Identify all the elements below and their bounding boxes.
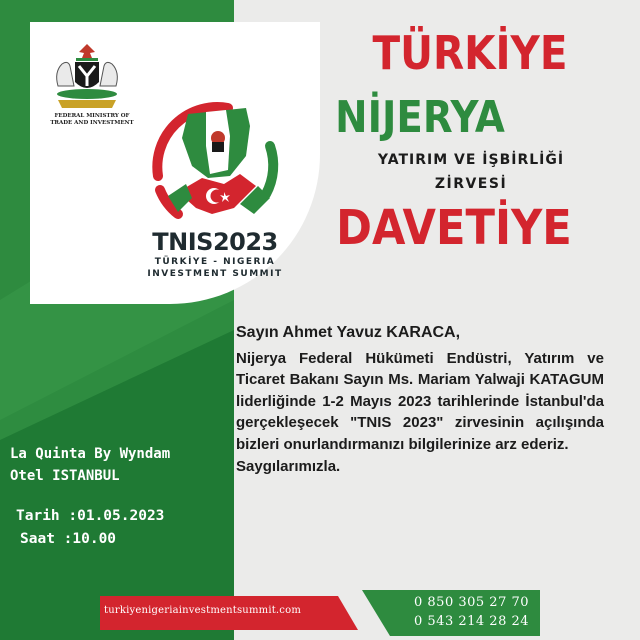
event-venue xyxy=(10,443,230,487)
phone-number-1[interactable]: 0 850 305 27 70 xyxy=(414,595,530,610)
ministry-caption: FEDERAL MINISTRY OF TRADE AND INVESTMENT xyxy=(50,113,134,126)
heading-nijerya: NİJERYA xyxy=(335,92,505,143)
nigeria-coat-of-arms-icon xyxy=(46,42,128,112)
invitation-greeting: Sayın Ahmet Yavuz KARACA, xyxy=(236,324,461,341)
heading-davetiye: DAVETİYE xyxy=(336,200,572,256)
summit-subtitle-2: INVESTMENT SUMMIT xyxy=(147,269,283,279)
heading-turkiye: TÜRKİYE xyxy=(372,26,568,80)
event-time: Saat :10.00 xyxy=(20,531,117,547)
handshake-map-logo-icon xyxy=(138,86,288,236)
summit-subtitle-1: TÜRKİYE - NIGERIA xyxy=(154,257,276,267)
website-link[interactable]: turkiyenigeriainvestmentsummit.com xyxy=(104,605,302,616)
event-date: Tarih :01.05.2023 xyxy=(16,508,165,524)
invitation-closing: Saygılarımızla. xyxy=(236,457,341,475)
venue-line-1: La Quinta By Wyndam xyxy=(10,446,171,462)
heading-subtitle-2: ZİRVESİ xyxy=(434,176,508,192)
invitation-text xyxy=(236,322,604,477)
summit-title: TNIS2023 xyxy=(152,228,278,256)
venue-line-2: Otel ISTANBUL xyxy=(10,468,120,484)
invitation-body: Nijerya Federal Hükümeti Endüstri, Yatırım ve Ticaret Bakanı Sayın Ms. Mariam Yalwaji KATAGUM liderliğinde 1-2 Mayıs 2023 tarihlerinde İstanbul'da gerçekleşecek "TNIS 2023" zirvesinin açılışında bizleri onurlandırmanızı bilgilerinize arz ederiz. xyxy=(236,349,604,453)
heading-subtitle-1: YATIRIM VE İŞBİRLİĞİ xyxy=(377,152,565,168)
phone-number-2[interactable]: 0 543 214 28 24 xyxy=(414,614,530,629)
